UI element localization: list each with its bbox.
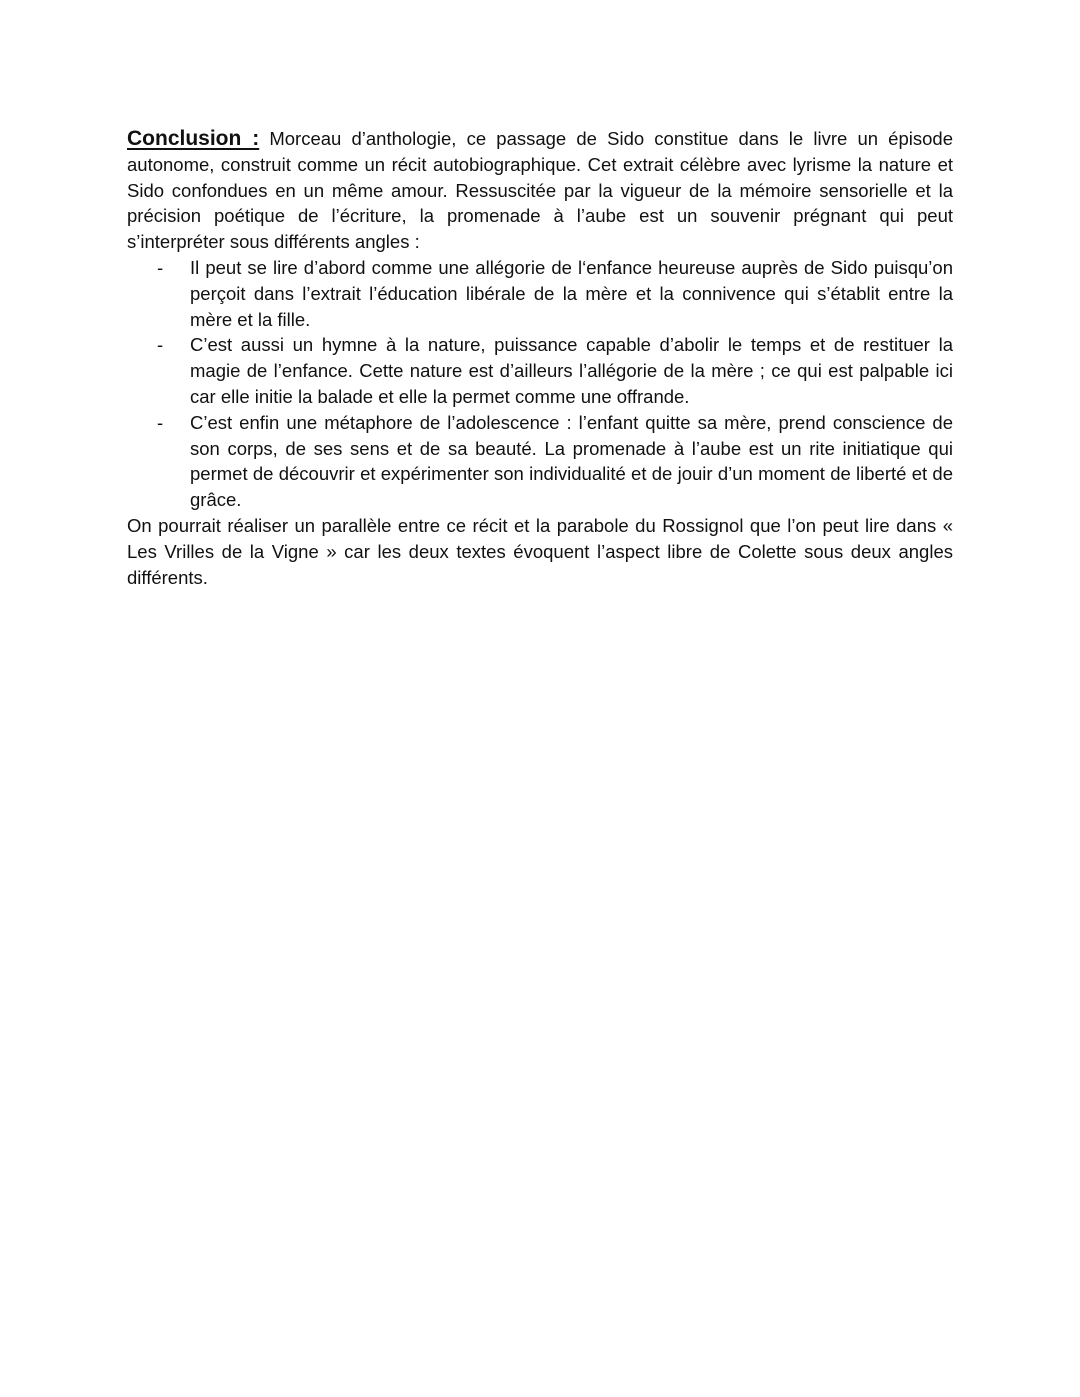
intro-paragraph [127, 126, 953, 255]
bullet-text: C’est enfin une métaphore de l’adolescence : l’enfant quitte sa mère, prend conscience de son corps, de ses sens et de sa beauté. La promenade à l’aube est un rite initiatique qui permet de découvrir et expérimenter son individualité et de jouir d’un moment de liberté et de grâce. [190, 411, 953, 511]
closing-paragraph: On pourrait réaliser un parallèle entre ce récit et la parabole du Rossignol que l’on peut lire dans « Les Vrilles de la Vigne » car les deux textes évoquent l’aspect libre de Colette sous deux angles différents. [127, 514, 953, 588]
bullet-text: C’est aussi un hymne à la nature, puissance capable d’abolir le temps et de restituer la magie de l’enfance. Cette nature est d’ailleurs l’allégorie de la mère ; ce qui est palpable ici car elle initie la balade et elle la permet comme une offrande. [190, 334, 953, 407]
bullet-text: Il peut se lire d’abord comme une allégorie de l‘enfance heureuse auprès de Sido puisqu’on perçoit dans l’extrait l’éducation libérale de la mère et la connivence qui s’établit entre la mère et la fille. [190, 256, 953, 330]
bullet-dash: - [157, 256, 164, 278]
bullet-dash: - [157, 411, 164, 433]
list-item [127, 332, 953, 409]
conclusion-heading: Conclusion : [127, 127, 260, 150]
bullet-dash: - [157, 334, 164, 356]
bullet-list [127, 255, 953, 513]
intro-text: Morceau d’anthologie, ce passage de Sido constitue dans le livre un épisode autonome, construit comme un récit autobiographique. Cet extrait célèbre avec lyrisme la nature et Sido confondues en un même amour. Ressuscitée par la vigueur de la mémoire sensorielle et la précision poétique de l’écriture, la promenade à l’aube est un souvenir prégnant qui peut s’interpréter sous différents angles : [127, 128, 953, 253]
list-item [127, 410, 953, 513]
list-item [127, 255, 953, 332]
document-page [127, 126, 953, 590]
